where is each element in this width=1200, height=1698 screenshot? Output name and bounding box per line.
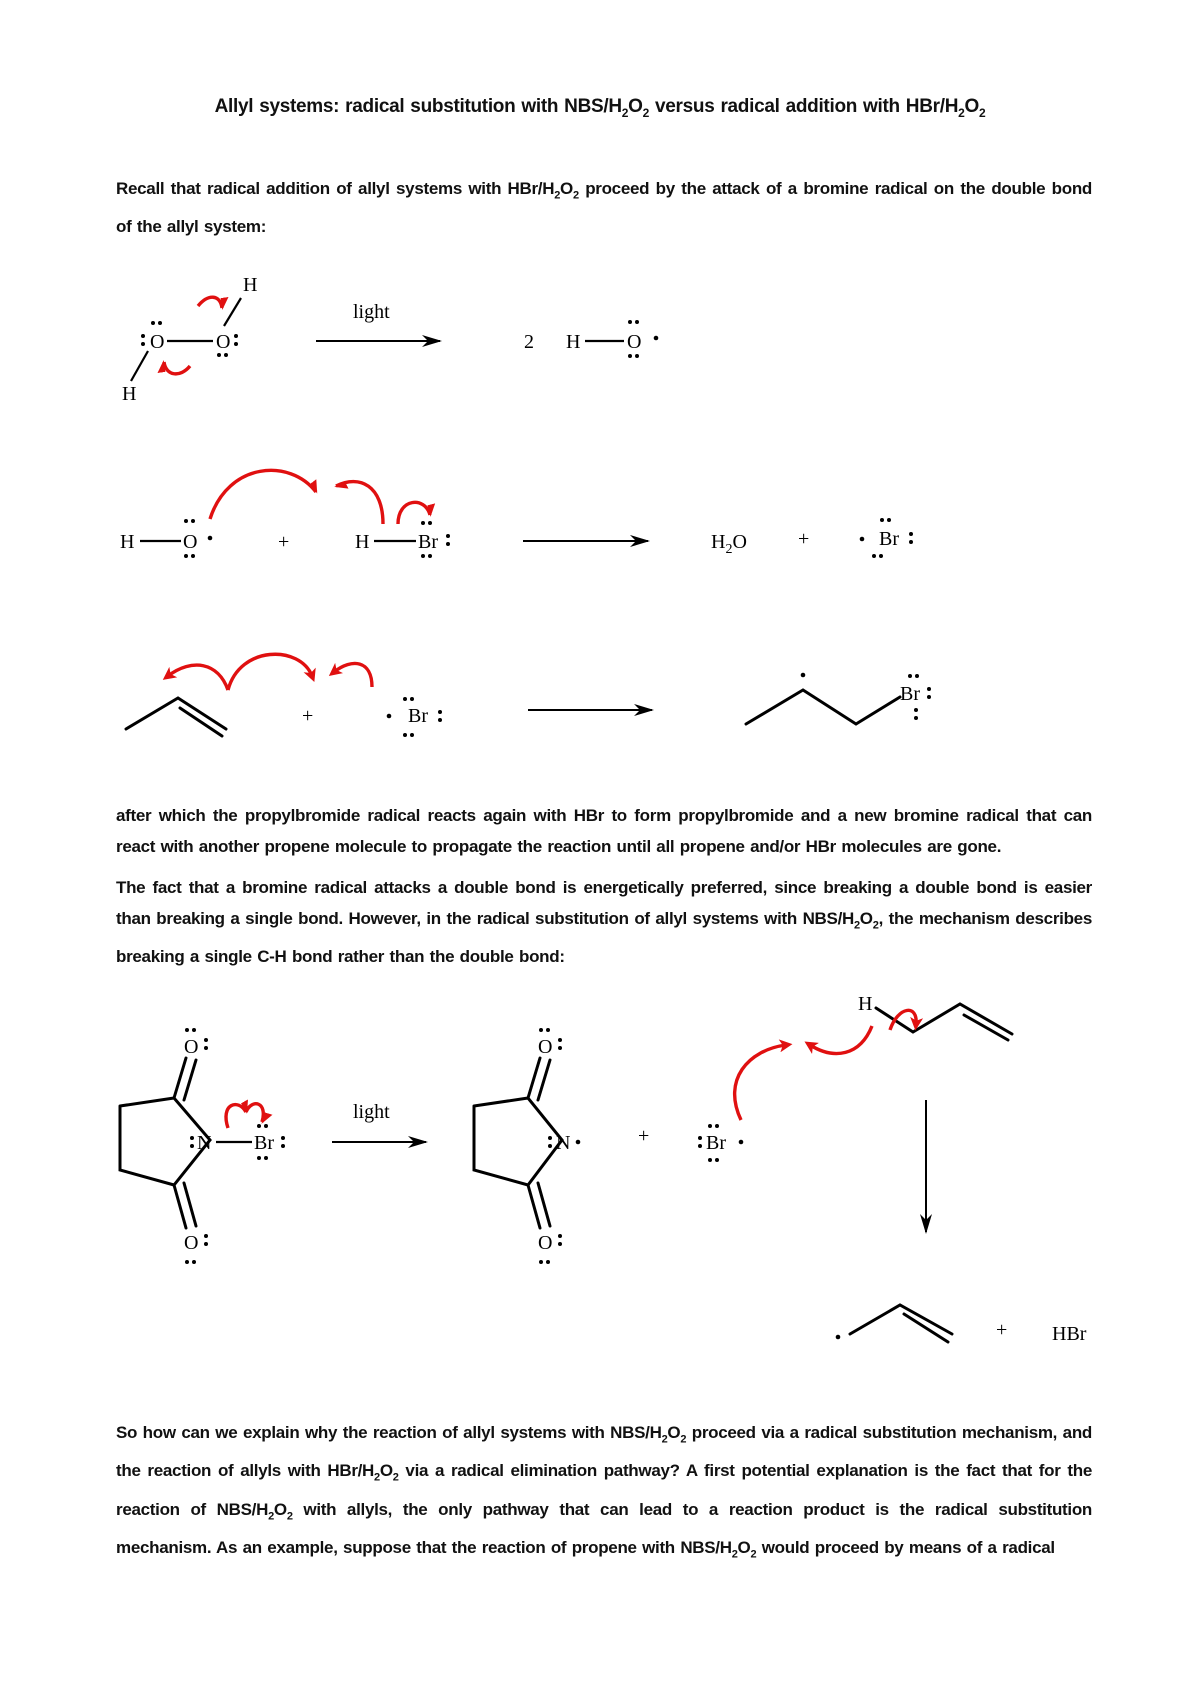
atom-hydrogen-bottom: H [122,383,137,405]
condition-light: light [353,301,390,323]
carbonyl-bond-bottom [528,1185,540,1228]
atom-oxygen: O [184,1232,199,1254]
atom-bromine: Br [418,531,438,553]
bond-o-h-top [224,298,241,326]
reaction-bromine-addition [126,654,931,737]
reaction-hydrogen-abstraction [120,470,913,558]
atom-oxygen: O [538,1232,553,1254]
carbonyl-double-bottom [538,1183,550,1226]
atom-bromine: Br [900,683,920,705]
coefficient-2: 2 [524,331,534,353]
carbonyl-bond-bottom [174,1185,186,1228]
atom-nitrogen-radical: N [556,1132,571,1154]
allyl-radical-dot [836,1335,841,1340]
red-fishhook-arrow [198,297,222,308]
plus-sign: + [278,531,290,553]
reaction-peroxide-homolysis [122,274,658,405]
molecule-succinimidyl-radical [474,1028,580,1264]
carbonyl-double-top [538,1060,550,1100]
propylbromide-radical-skeleton [746,690,900,724]
carbonyl-bond-top [174,1058,186,1098]
atom-bromine-radical: Br [706,1132,726,1154]
atom-bromine-radical: Br [408,705,428,727]
atom-oxygen-radical: O [627,331,642,353]
red-fishhook-arrow [226,1105,246,1128]
allyl-radical-skeleton [850,1305,952,1334]
red-fishhook-arrow [228,654,312,690]
atom-hydrogen: H [120,531,135,553]
product-water: $H_2O$ [711,531,747,557]
atom-oxygen: O [538,1036,553,1058]
condition-light: light [353,1101,390,1123]
red-fishhook-arrow [246,1104,263,1122]
paragraph-energetics: The fact that a bromine radical attacks a double bond is energetically preferred, since breaking a double bond is easier than breaking a single bond. However, in the radical substitution of allyl systems with NBS/$H_2O_2$, the mechanism describes breaking a single C-H bond rather than the double bond: [116,878,1092,967]
carbonyl-double-top [184,1060,196,1100]
plus-sign: + [798,528,810,550]
paragraph-propagation: after which the propylbromide radical reacts again with HBr to form propylbromide and a new bromine radical that can react with another propene molecule to propagate the reaction until all propene and/or HBr molecules are gone. [116,806,1092,856]
atom-hydrogen: H [355,531,370,553]
paragraph-intro: Recall that radical addition of allyl systems with HBr/$H_2O_2$ proceed by the attack of a bromine radical on the double bond of the allyl system: [116,179,1092,237]
propene-skeleton [126,698,226,729]
bond-o-h-bottom [131,351,148,381]
plus-sign: + [996,1319,1008,1341]
atom-nitrogen: N [197,1132,212,1154]
succinimide-ring [474,1098,562,1185]
atom-oxygen-radical: O [183,531,198,553]
red-fishhook-arrow [735,1045,786,1120]
atom-oxygen: O [184,1036,199,1058]
paragraph-explanation: So how can we explain why the reaction of allyl systems with NBS/$H_2O_2$ proceed via a radical substitution mechanism, and the reaction of allyls with HBr/$H_2O_2$ via a radical elimination pathway? A first potential explanation is the fact that for the reaction of NBS/$H_2O_2$ with allyls, the only pathway that can lead to a reaction product is the radical substitution mechanism. As an example, suppose that the reaction of propene with NBS/$H_2O_2$ would proceed by means of a radical [116,1423,1092,1561]
carbonyl-bond-top [528,1058,540,1098]
product-hbr: HBr [1052,1323,1087,1345]
red-fishhook-arrow [210,470,316,519]
atom-oxygen-2: O [216,331,231,353]
red-fishhook-arrow [398,502,430,524]
carbonyl-double-bottom [184,1183,196,1226]
atom-hydrogen-allylic: H [858,993,873,1015]
atom-oxygen-1: O [150,331,165,353]
plus-sign: + [302,705,314,727]
molecule-nbs [120,1028,285,1264]
radical-dot [801,673,806,678]
atom-hydrogen: H [566,331,581,353]
atom-bromine-radical: Br [879,528,899,550]
red-fishhook-arrow [336,482,383,524]
reaction-nbs-substitution [120,993,1087,1345]
red-fishhook-arrow [164,362,190,374]
red-fishhook-arrow [334,663,372,687]
atom-hydrogen-top: H [243,274,258,296]
red-fishhook-arrow [810,1026,872,1053]
atom-bromine: Br [254,1132,274,1154]
plus-sign: + [638,1125,650,1147]
page-title: Allyl systems: radical substitution with NBS/$H_2O_2$ versus radical addition with HBr/$H_2O_2$ [214,96,986,120]
red-fishhook-arrow [168,665,228,690]
